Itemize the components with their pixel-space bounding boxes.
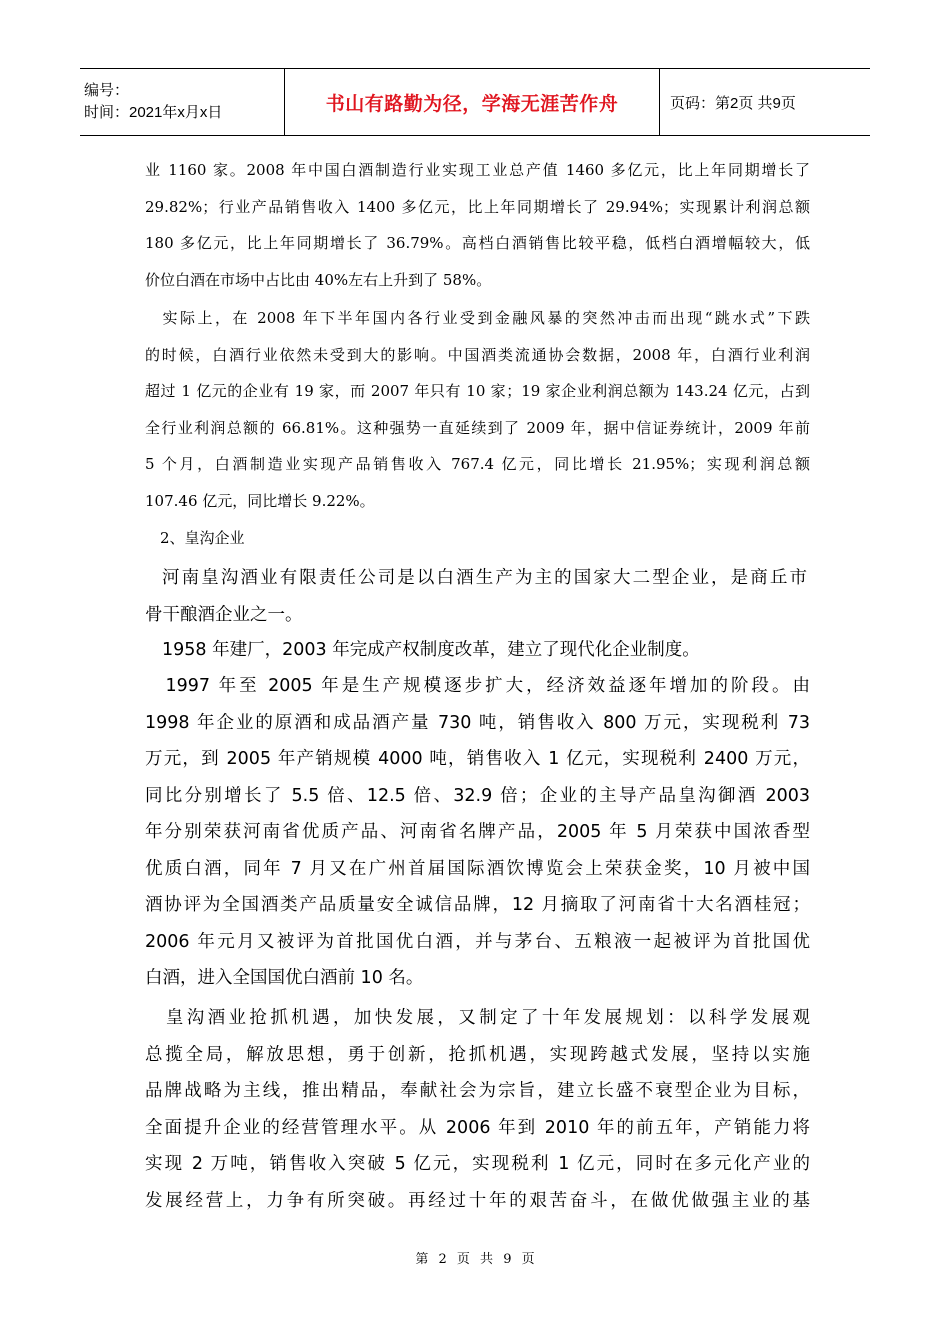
paragraph-founding — [162, 632, 807, 669]
header-motto-cell — [285, 69, 660, 136]
document-date: 时间：2021年x月x日 — [84, 104, 223, 121]
text-line: 业 1160 家。2008 年中国白酒制造行业实现工业总产值 1460 多亿元，比上年同期增长了 — [145, 161, 810, 179]
paragraph-financial-crisis — [145, 300, 810, 519]
text-line: 超过 1 亿元的企业有 19 家，而 2007 年只有 10 家；19 家企业利润总额为 143.24 亿元，占到 — [145, 382, 810, 400]
text-line: 总揽全局，解放思想，勇于创新，抢抓机遇，实现跨越式发展，坚持以实施 — [145, 1044, 810, 1065]
text-line: 1997 年至 2005 年是生产规模逐步扩大，经济效益逐年增加的阶段。由 — [145, 676, 810, 696]
header-motto: 书山有路勤为径，学海无涯苦作舟 — [325, 92, 619, 115]
paragraph-industry-stats — [145, 152, 810, 298]
header-meta — [80, 69, 285, 136]
text-line: 的时候，白酒行业依然未受到大的影响。中国酒类流通协会数据，2008 年，白酒行业利润 — [145, 345, 810, 364]
text-line: 酒协评为全国酒类产品质量安全诚信品牌，12 月摘取了河南省十大名酒桂冠； — [145, 895, 810, 915]
text-line: 180 多亿元，比上年同期增长了 36.79%。高档白酒销售比较平稳，低档白酒增幅较大，低 — [145, 234, 810, 252]
paragraph-company-intro — [145, 560, 807, 633]
section-heading — [145, 520, 810, 557]
text-line: 全面提升企业的经营管理水平。从 2006 年到 2010 年的前五年，产销能力将 — [145, 1117, 810, 1138]
text-line: 发展经营上，力争有所突破。再经过十年的艰苦奋斗，在做优做强主业的基 — [145, 1190, 810, 1211]
document-number-label: 编号： — [84, 82, 130, 99]
text-line: 5 个月，白酒制造业实现产品销售收入 767.4 亿元，同比增长 21.95%；实现利润总额 — [145, 455, 810, 473]
footer-page-number: 第 2 页 共 9 页 — [415, 1252, 535, 1267]
text-line: 皇沟酒业抢抓机遇，加快发展，又制定了十年发展规划：以科学发展观 — [145, 1008, 810, 1028]
text-line: 价位白酒在市场中占比由 40%左右上升到了 58%。 — [145, 270, 492, 289]
text-line: 年分别荣获河南省优质产品、河南省名牌产品，2005 年 5 月荣获中国浓香型 — [145, 822, 810, 842]
text-line: 1998 年企业的原酒和成品酒产量 730 吨，销售收入 800 万元，实现税利 73 — [145, 712, 810, 733]
text-line: 实现 2 万吨，销售收入突破 5 亿元，实现税利 1 亿元，同时在多元化产业的 — [145, 1154, 810, 1174]
text-line: 1958 年建厂，2003 年完成产权制度改革，建立了现代化企业制度。 — [162, 640, 700, 660]
paragraph-growth — [145, 668, 810, 997]
section-title: 2、皇沟企业 — [145, 529, 245, 547]
text-line: 河南皇沟酒业有限责任公司是以白酒生产为主的国家大二型企业，是商丘市 — [162, 568, 807, 588]
page-header — [80, 68, 870, 136]
header-page-code: 页码：第2页 共9页 — [670, 94, 796, 112]
paragraph-development-plan — [145, 1000, 810, 1219]
text-line: 107.46 亿元，同比增长 9.22%。 — [145, 491, 375, 510]
text-line: 白酒，进入全国国优白酒前 10 名。 — [145, 968, 424, 988]
text-line: 2006 年元月又被评为首批国优白酒，并与茅台、五粮液一起被评为首批国优 — [145, 931, 810, 952]
text-line: 实际上，在 2008 年下半年国内各行业受到金融风暴的突然冲击而出现“跳水式”下跌 — [145, 309, 810, 327]
text-line: 万元，到 2005 年产销规模 4000 吨，销售收入 1 亿元，实现税利 2400 万元， — [145, 749, 810, 769]
text-line: 29.82%；行业产品销售收入 1400 多亿元，比上年同期增长了 29.94%；实现累计利润总额 — [145, 197, 810, 216]
text-line: 同比分别增长了 5.5 倍、12.5 倍、32.9 倍；企业的主导产品皇沟御酒 2003 — [145, 785, 810, 806]
text-line: 全行业利润总额的 66.81%。这种强势一直延续到了 2009 年，据中信证券统计，2009 年前 — [145, 418, 810, 437]
text-line: 优质白酒，同年 7 月又在广州首届国际酒饮博览会上荣获金奖，10 月被中国 — [145, 858, 810, 879]
text-line: 骨干酿酒企业之一。 — [145, 604, 303, 625]
text-line: 品牌战略为主线，推出精品，奉献社会为宗旨，建立长盛不衰型企业为目标， — [145, 1081, 810, 1101]
page-footer — [0, 1248, 950, 1267]
